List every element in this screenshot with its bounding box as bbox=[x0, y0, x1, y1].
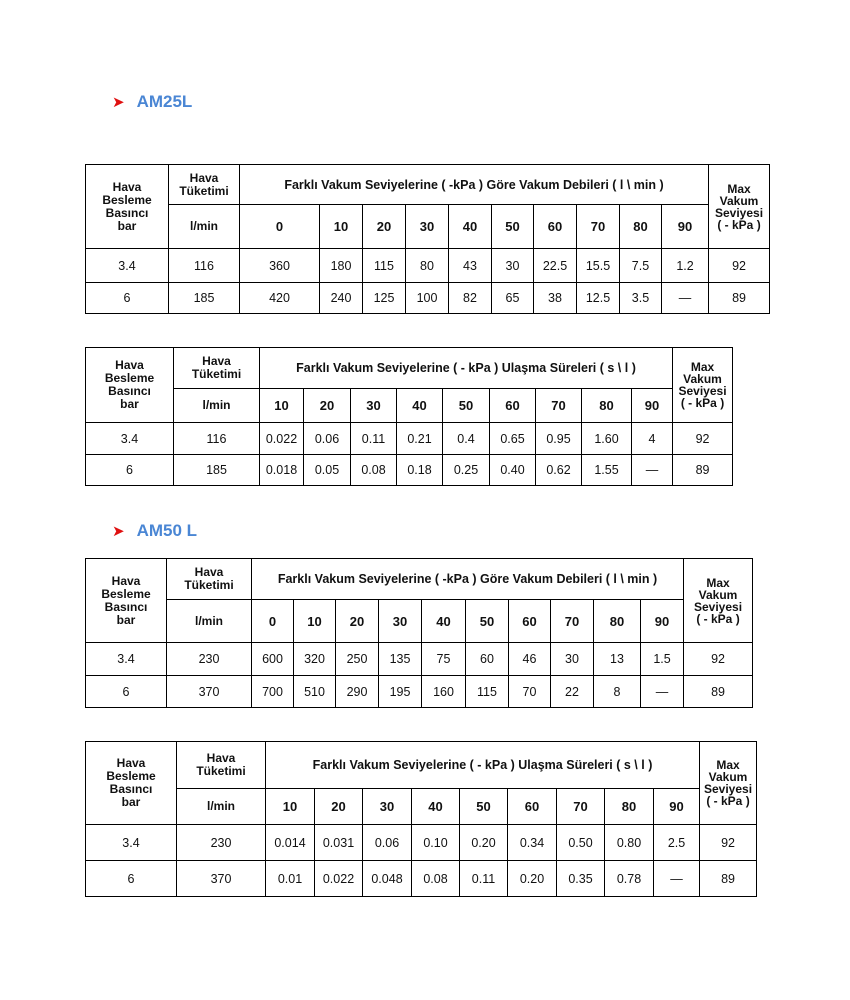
header-line: Besleme bbox=[104, 371, 155, 385]
header-line: ( - kPa ) bbox=[706, 794, 750, 808]
header-line: Vakum bbox=[698, 587, 738, 602]
vacuum-level-header: 60 bbox=[490, 389, 536, 423]
vacuum-level-header: 60 bbox=[508, 789, 557, 825]
value-cell: 65 bbox=[492, 283, 534, 314]
header-row bbox=[86, 559, 753, 600]
vacuum-level-header: 20 bbox=[336, 600, 379, 643]
value-cell: 2.5 bbox=[654, 825, 700, 861]
header-line: Basıncı bbox=[108, 384, 151, 398]
value-cell: 0.18 bbox=[397, 455, 443, 486]
header-line: bar bbox=[116, 612, 136, 627]
value-cell: 0.048 bbox=[363, 861, 412, 897]
header-line: Basıncı bbox=[105, 205, 149, 220]
air-consumption-header bbox=[177, 742, 266, 789]
header-line: Tüketimi bbox=[179, 183, 229, 198]
table-row bbox=[86, 423, 733, 455]
header-line: Besleme bbox=[101, 586, 151, 601]
header-line: Max bbox=[706, 575, 730, 590]
value-cell: 15.5 bbox=[577, 249, 620, 283]
header-line: Vakum bbox=[719, 193, 759, 208]
value-cell: 0.06 bbox=[304, 423, 351, 455]
header-row bbox=[86, 205, 770, 249]
max-vacuum-cell: 89 bbox=[709, 283, 770, 314]
air-consumption-unit: l/min bbox=[174, 389, 260, 423]
vacuum-level-header: 0 bbox=[240, 205, 320, 249]
header-row bbox=[86, 789, 757, 825]
value-cell: 0.25 bbox=[443, 455, 490, 486]
value-cell: 0.50 bbox=[557, 825, 605, 861]
vacuum-level-header: 90 bbox=[632, 389, 673, 423]
value-cell: 0.21 bbox=[397, 423, 443, 455]
header-line: bar bbox=[120, 397, 139, 411]
header-line: Basıncı bbox=[109, 782, 153, 796]
table-row bbox=[86, 676, 753, 708]
value-cell: 360 bbox=[240, 249, 320, 283]
value-cell: 115 bbox=[466, 676, 509, 708]
vacuum-levels-header: Farklı Vakum Seviyelerine ( - kPa ) Ulaşma Süreleri ( s \ l ) bbox=[260, 348, 673, 389]
flow-rate-table-am25l bbox=[85, 164, 770, 314]
value-cell: 0.20 bbox=[508, 861, 557, 897]
value-cell: 0.40 bbox=[490, 455, 536, 486]
section-heading-am25l bbox=[112, 92, 192, 112]
section-title: AM50 L bbox=[136, 521, 198, 540]
value-cell: 195 bbox=[379, 676, 422, 708]
header-line: ( - kPa ) bbox=[680, 396, 725, 410]
air-consumption-cell: 230 bbox=[177, 825, 266, 861]
max-vacuum-cell: 89 bbox=[684, 676, 753, 708]
value-cell: 0.62 bbox=[536, 455, 582, 486]
max-vacuum-cell: 92 bbox=[700, 825, 757, 861]
table-row bbox=[86, 455, 733, 486]
header-line: Tüketimi bbox=[196, 764, 246, 778]
value-cell: 510 bbox=[294, 676, 336, 708]
air-consumption-unit: l/min bbox=[177, 789, 266, 825]
evacuation-time-table-am50l bbox=[85, 741, 757, 897]
value-cell: 60 bbox=[466, 643, 509, 676]
vacuum-level-header: 40 bbox=[449, 205, 492, 249]
value-cell: 0.35 bbox=[557, 861, 605, 897]
max-vacuum-header bbox=[709, 165, 770, 249]
value-cell: 3.5 bbox=[620, 283, 662, 314]
air-consumption-cell: 185 bbox=[169, 283, 240, 314]
header-line: Tüketimi bbox=[191, 367, 242, 381]
vacuum-level-header: 20 bbox=[315, 789, 363, 825]
value-cell: 7.5 bbox=[620, 249, 662, 283]
header-line: Basıncı bbox=[104, 599, 148, 614]
header-line: ( - kPa ) bbox=[696, 611, 740, 626]
supply-pressure-cell: 6 bbox=[86, 455, 174, 486]
vacuum-level-header: 90 bbox=[641, 600, 684, 643]
value-cell: 250 bbox=[336, 643, 379, 676]
header-row bbox=[86, 389, 733, 423]
vacuum-level-header: 80 bbox=[620, 205, 662, 249]
air-consumption-cell: 370 bbox=[167, 676, 252, 708]
value-cell: 12.5 bbox=[577, 283, 620, 314]
value-cell: 0.022 bbox=[260, 423, 304, 455]
supply-pressure-cell: 6 bbox=[86, 283, 169, 314]
header-line: Hava bbox=[206, 751, 236, 765]
value-cell: 180 bbox=[320, 249, 363, 283]
supply-pressure-cell: 3.4 bbox=[86, 825, 177, 861]
air-consumption-cell: 116 bbox=[174, 423, 260, 455]
air-consumption-unit: l/min bbox=[169, 205, 240, 249]
vacuum-level-header: 10 bbox=[260, 389, 304, 423]
air-consumption-header bbox=[169, 165, 240, 205]
value-cell: 240 bbox=[320, 283, 363, 314]
header-row bbox=[86, 165, 770, 205]
header-line: Hava bbox=[189, 170, 219, 185]
value-cell: 1.2 bbox=[662, 249, 709, 283]
vacuum-level-header: 70 bbox=[557, 789, 605, 825]
supply-pressure-header bbox=[86, 742, 177, 825]
air-consumption-cell: 230 bbox=[167, 643, 252, 676]
vacuum-level-header: 20 bbox=[363, 205, 406, 249]
value-cell: 38 bbox=[534, 283, 577, 314]
header-line: Max bbox=[727, 181, 751, 196]
value-cell: 125 bbox=[363, 283, 406, 314]
table-row bbox=[86, 643, 753, 676]
max-vacuum-cell: 89 bbox=[673, 455, 733, 486]
header-line: Seviyesi bbox=[693, 599, 743, 614]
value-cell: 115 bbox=[363, 249, 406, 283]
section-title: AM25L bbox=[136, 92, 193, 111]
vacuum-level-header: 30 bbox=[363, 789, 412, 825]
header-line: Hava bbox=[115, 358, 144, 372]
header-row bbox=[86, 600, 753, 643]
supply-pressure-cell: 6 bbox=[86, 676, 167, 708]
value-cell: 700 bbox=[252, 676, 294, 708]
value-cell: 0.08 bbox=[412, 861, 460, 897]
vacuum-level-header: 60 bbox=[509, 600, 551, 643]
value-cell: — bbox=[654, 861, 700, 897]
value-cell: 82 bbox=[449, 283, 492, 314]
vacuum-levels-header: Farklı Vakum Seviyelerine ( -kPa ) Göre Vakum Debileri ( l \ min ) bbox=[240, 165, 709, 205]
evacuation-time-table-am25l bbox=[85, 347, 733, 486]
header-line: Vakum bbox=[708, 770, 748, 784]
value-cell: 30 bbox=[551, 643, 594, 676]
section-heading-am50l bbox=[112, 521, 197, 541]
vacuum-level-header: 80 bbox=[594, 600, 641, 643]
value-cell: 4 bbox=[632, 423, 673, 455]
vacuum-levels-header: Farklı Vakum Seviyelerine ( - kPa ) Ulaşma Süreleri ( s \ l ) bbox=[266, 742, 700, 789]
value-cell: 0.78 bbox=[605, 861, 654, 897]
supply-pressure-cell: 3.4 bbox=[86, 643, 167, 676]
max-vacuum-cell: 89 bbox=[700, 861, 757, 897]
table-row bbox=[86, 249, 770, 283]
vacuum-level-header: 70 bbox=[536, 389, 582, 423]
header-line: Tüketimi bbox=[184, 578, 234, 592]
max-vacuum-cell: 92 bbox=[684, 643, 753, 676]
header-line: Hava bbox=[202, 354, 231, 368]
value-cell: 0.031 bbox=[315, 825, 363, 861]
value-cell: — bbox=[632, 455, 673, 486]
max-vacuum-header bbox=[684, 559, 753, 643]
header-line: Max bbox=[716, 758, 740, 772]
header-line: Max bbox=[690, 360, 715, 374]
value-cell: 8 bbox=[594, 676, 641, 708]
vacuum-level-header: 40 bbox=[397, 389, 443, 423]
header-line: Hava bbox=[112, 179, 142, 194]
vacuum-level-header: 20 bbox=[304, 389, 351, 423]
table-row bbox=[86, 861, 757, 897]
air-consumption-cell: 116 bbox=[169, 249, 240, 283]
header-row bbox=[86, 742, 757, 789]
header-line: Seviyesi bbox=[714, 205, 764, 220]
air-consumption-header bbox=[174, 348, 260, 389]
max-vacuum-header bbox=[700, 742, 757, 825]
air-consumption-cell: 185 bbox=[174, 455, 260, 486]
value-cell: 46 bbox=[509, 643, 551, 676]
vacuum-level-header: 40 bbox=[412, 789, 460, 825]
value-cell: 0.95 bbox=[536, 423, 582, 455]
value-cell: 600 bbox=[252, 643, 294, 676]
header-line: Besleme bbox=[106, 769, 156, 783]
value-cell: 0.80 bbox=[605, 825, 654, 861]
vacuum-level-header: 90 bbox=[654, 789, 700, 825]
value-cell: 0.34 bbox=[508, 825, 557, 861]
vacuum-level-header: 30 bbox=[406, 205, 449, 249]
supply-pressure-cell: 3.4 bbox=[86, 423, 174, 455]
vacuum-level-header: 80 bbox=[605, 789, 654, 825]
vacuum-level-header: 70 bbox=[577, 205, 620, 249]
supply-pressure-header bbox=[86, 165, 169, 249]
value-cell: — bbox=[641, 676, 684, 708]
header-line: Besleme bbox=[102, 192, 152, 207]
vacuum-level-header: 10 bbox=[294, 600, 336, 643]
value-cell: 135 bbox=[379, 643, 422, 676]
header-line: Seviyesi bbox=[703, 782, 753, 796]
value-cell: 0.06 bbox=[363, 825, 412, 861]
value-cell: 43 bbox=[449, 249, 492, 283]
vacuum-level-header: 0 bbox=[252, 600, 294, 643]
value-cell: 100 bbox=[406, 283, 449, 314]
value-cell: 0.10 bbox=[412, 825, 460, 861]
arrow-bullet-icon: ➤ bbox=[112, 93, 125, 111]
supply-pressure-cell: 6 bbox=[86, 861, 177, 897]
vacuum-level-header: 60 bbox=[534, 205, 577, 249]
value-cell: 70 bbox=[509, 676, 551, 708]
value-cell: 320 bbox=[294, 643, 336, 676]
value-cell: 1.60 bbox=[582, 423, 632, 455]
value-cell: 0.20 bbox=[460, 825, 508, 861]
value-cell: 0.65 bbox=[490, 423, 536, 455]
value-cell: — bbox=[662, 283, 709, 314]
vacuum-level-header: 10 bbox=[266, 789, 315, 825]
value-cell: 0.11 bbox=[351, 423, 397, 455]
flow-rate-table-am50l bbox=[85, 558, 753, 708]
max-vacuum-header bbox=[673, 348, 733, 423]
header-row bbox=[86, 348, 733, 389]
header-line: bar bbox=[117, 218, 137, 233]
air-consumption-header bbox=[167, 559, 252, 600]
value-cell: 0.014 bbox=[266, 825, 315, 861]
header-line: Hava bbox=[194, 565, 224, 579]
header-line: Hava bbox=[111, 573, 141, 588]
arrow-bullet-icon: ➤ bbox=[112, 522, 125, 540]
air-consumption-unit: l/min bbox=[167, 600, 252, 643]
vacuum-level-header: 30 bbox=[379, 600, 422, 643]
header-line: Hava bbox=[116, 756, 146, 770]
vacuum-level-header: 80 bbox=[582, 389, 632, 423]
value-cell: 22.5 bbox=[534, 249, 577, 283]
value-cell: 80 bbox=[406, 249, 449, 283]
table-row bbox=[86, 825, 757, 861]
header-line: bar bbox=[121, 795, 141, 809]
value-cell: 22 bbox=[551, 676, 594, 708]
value-cell: 290 bbox=[336, 676, 379, 708]
value-cell: 13 bbox=[594, 643, 641, 676]
header-line: ( - kPa ) bbox=[717, 217, 761, 232]
header-line: Vakum bbox=[683, 372, 722, 386]
vacuum-level-header: 50 bbox=[460, 789, 508, 825]
vacuum-level-header: 40 bbox=[422, 600, 466, 643]
value-cell: 0.11 bbox=[460, 861, 508, 897]
vacuum-level-header: 50 bbox=[443, 389, 490, 423]
value-cell: 0.08 bbox=[351, 455, 397, 486]
vacuum-level-header: 70 bbox=[551, 600, 594, 643]
vacuum-level-header: 90 bbox=[662, 205, 709, 249]
vacuum-level-header: 50 bbox=[466, 600, 509, 643]
value-cell: 0.4 bbox=[443, 423, 490, 455]
max-vacuum-cell: 92 bbox=[709, 249, 770, 283]
value-cell: 1.55 bbox=[582, 455, 632, 486]
vacuum-level-header: 50 bbox=[492, 205, 534, 249]
value-cell: 0.018 bbox=[260, 455, 304, 486]
value-cell: 0.05 bbox=[304, 455, 351, 486]
vacuum-level-header: 30 bbox=[351, 389, 397, 423]
value-cell: 160 bbox=[422, 676, 466, 708]
value-cell: 0.01 bbox=[266, 861, 315, 897]
max-vacuum-cell: 92 bbox=[673, 423, 733, 455]
table-row bbox=[86, 283, 770, 314]
value-cell: 1.5 bbox=[641, 643, 684, 676]
air-consumption-cell: 370 bbox=[177, 861, 266, 897]
supply-pressure-header bbox=[86, 559, 167, 643]
vacuum-levels-header: Farklı Vakum Seviyelerine ( -kPa ) Göre Vakum Debileri ( l \ min ) bbox=[252, 559, 684, 600]
value-cell: 30 bbox=[492, 249, 534, 283]
supply-pressure-cell: 3.4 bbox=[86, 249, 169, 283]
value-cell: 0.022 bbox=[315, 861, 363, 897]
header-line: Seviyesi bbox=[678, 384, 727, 398]
value-cell: 75 bbox=[422, 643, 466, 676]
value-cell: 420 bbox=[240, 283, 320, 314]
supply-pressure-header bbox=[86, 348, 174, 423]
vacuum-level-header: 10 bbox=[320, 205, 363, 249]
